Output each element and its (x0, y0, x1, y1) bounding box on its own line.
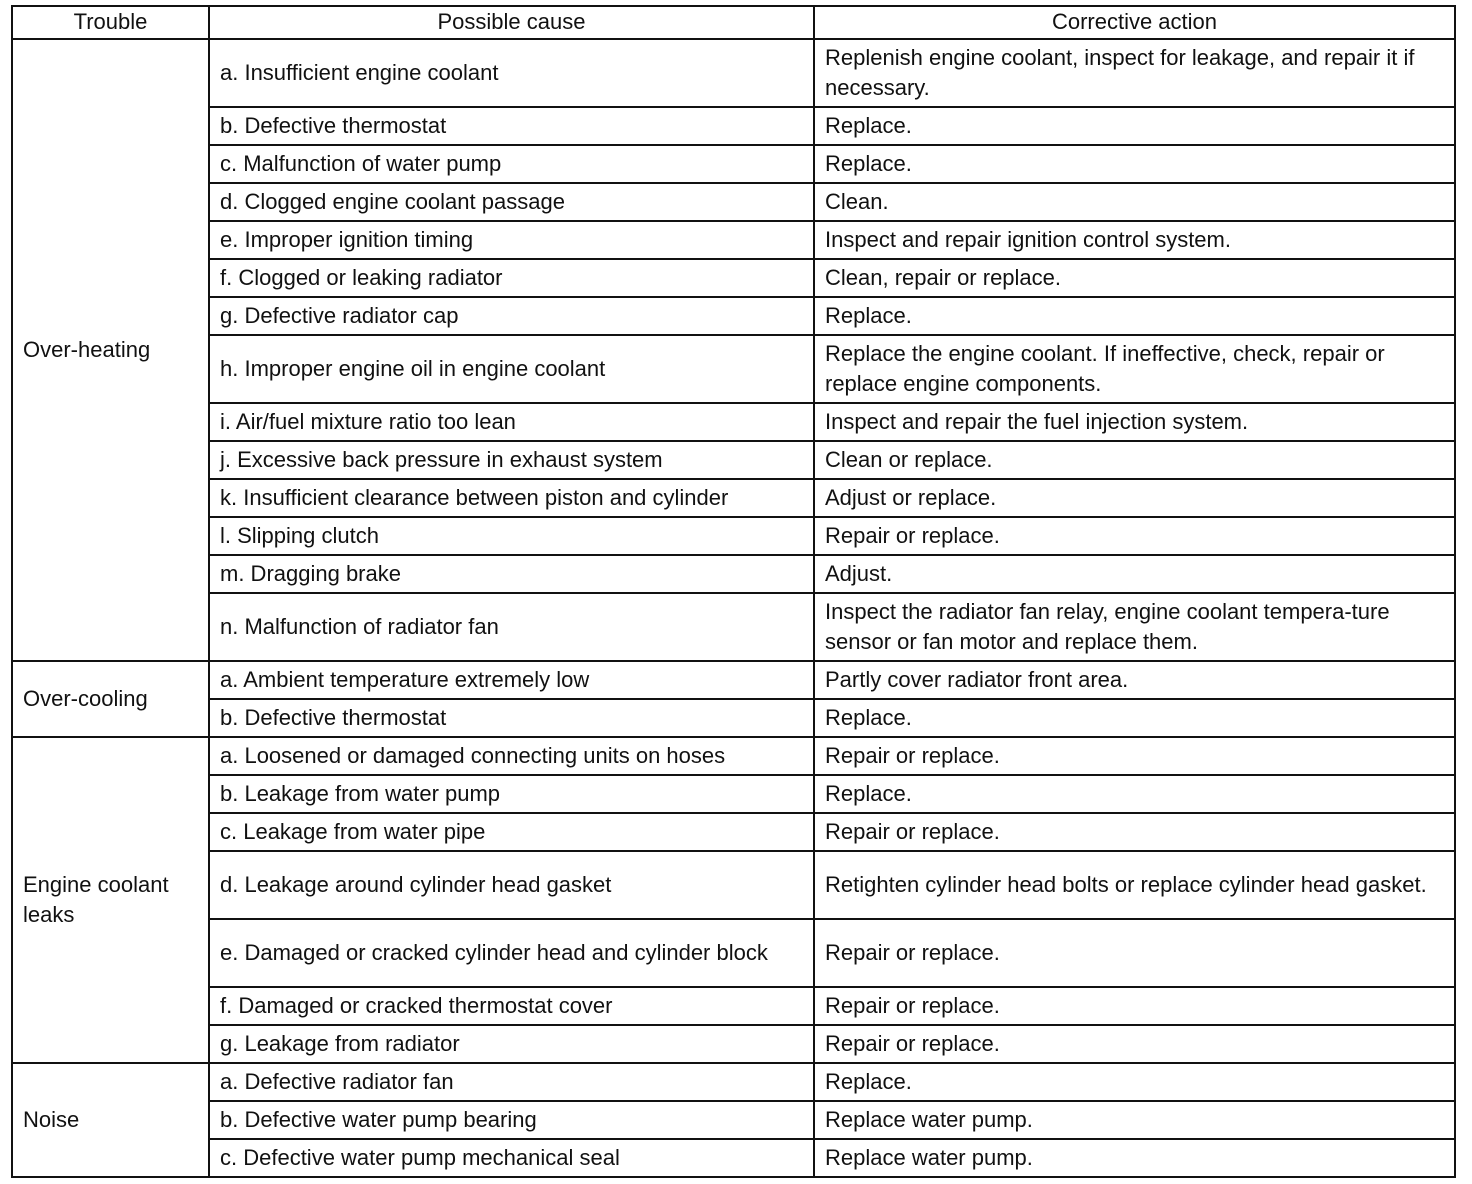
header-trouble: Trouble (12, 6, 209, 39)
cause-cell: c. Leakage from water pipe (209, 813, 814, 851)
cause-cell: f. Damaged or cracked thermostat cover (209, 987, 814, 1025)
table-row (12, 441, 1455, 479)
cause-cell: c. Defective water pump mechanical seal (209, 1139, 814, 1177)
cause-cell: b. Defective thermostat (209, 107, 814, 145)
action-cell: Repair or replace. (814, 1025, 1455, 1063)
table-row (12, 335, 1455, 403)
action-cell: Adjust. (814, 555, 1455, 593)
table-row (12, 1139, 1455, 1177)
action-cell: Inspect and repair ignition control system. (814, 221, 1455, 259)
table-row (12, 259, 1455, 297)
table-row (12, 987, 1455, 1025)
table-row (12, 403, 1455, 441)
cause-cell: g. Defective radiator cap (209, 297, 814, 335)
action-cell: Replace. (814, 107, 1455, 145)
cause-cell: d. Leakage around cylinder head gasket (209, 851, 814, 919)
action-cell: Clean. (814, 183, 1455, 221)
table-row (12, 661, 1455, 699)
cause-cell: e. Improper ignition timing (209, 221, 814, 259)
action-cell: Replace the engine coolant. If ineffective, check, repair or replace engine components. (814, 335, 1455, 403)
cause-cell: b. Defective water pump bearing (209, 1101, 814, 1139)
table-body (12, 39, 1455, 1177)
action-cell: Repair or replace. (814, 813, 1455, 851)
cause-cell: b. Defective thermostat (209, 699, 814, 737)
action-cell: Repair or replace. (814, 737, 1455, 775)
action-cell: Replace water pump. (814, 1139, 1455, 1177)
action-cell: Replenish engine coolant, inspect for leakage, and repair it if necessary. (814, 39, 1455, 107)
cause-cell: a. Defective radiator fan (209, 1063, 814, 1101)
table-row (12, 775, 1455, 813)
cause-cell: a. Loosened or damaged connecting units on hoses (209, 737, 814, 775)
cause-cell: l. Slipping clutch (209, 517, 814, 555)
table-row (12, 1025, 1455, 1063)
table-row (12, 851, 1455, 919)
table-row (12, 1063, 1455, 1101)
table-row (12, 699, 1455, 737)
table-header (12, 6, 1455, 39)
cause-cell: i. Air/fuel mixture ratio too lean (209, 403, 814, 441)
cause-cell: f. Clogged or leaking radiator (209, 259, 814, 297)
cause-cell: a. Ambient temperature extremely low (209, 661, 814, 699)
header-possible-cause: Possible cause (209, 6, 814, 39)
cause-cell: n. Malfunction of radiator fan (209, 593, 814, 661)
cause-cell: e. Damaged or cracked cylinder head and cylinder block (209, 919, 814, 987)
cause-cell: m. Dragging brake (209, 555, 814, 593)
action-cell: Replace. (814, 297, 1455, 335)
table-row (12, 813, 1455, 851)
trouble-cell: Over-cooling (12, 661, 209, 737)
table-row (12, 183, 1455, 221)
table-row (12, 221, 1455, 259)
action-cell: Replace. (814, 145, 1455, 183)
cause-cell: h. Improper engine oil in engine coolant (209, 335, 814, 403)
action-cell: Replace water pump. (814, 1101, 1455, 1139)
troubleshooting-table (11, 5, 1456, 1178)
action-cell: Retighten cylinder head bolts or replace cylinder head gasket. (814, 851, 1455, 919)
action-cell: Clean, repair or replace. (814, 259, 1455, 297)
action-cell: Replace. (814, 775, 1455, 813)
action-cell: Repair or replace. (814, 987, 1455, 1025)
header-row (12, 6, 1455, 39)
trouble-cell: Over-heating (12, 39, 209, 661)
cause-cell: j. Excessive back pressure in exhaust system (209, 441, 814, 479)
table-row (12, 107, 1455, 145)
table-row (12, 555, 1455, 593)
cause-cell: k. Insufficient clearance between piston and cylinder (209, 479, 814, 517)
action-cell: Replace. (814, 1063, 1455, 1101)
action-cell: Repair or replace. (814, 919, 1455, 987)
trouble-cell: Noise (12, 1063, 209, 1177)
table-row (12, 479, 1455, 517)
action-cell: Adjust or replace. (814, 479, 1455, 517)
table-row (12, 39, 1455, 107)
action-cell: Inspect the radiator fan relay, engine coolant tempera-ture sensor or fan motor and replace them. (814, 593, 1455, 661)
cause-cell: g. Leakage from radiator (209, 1025, 814, 1063)
table-row (12, 737, 1455, 775)
table-row (12, 1101, 1455, 1139)
table-row (12, 297, 1455, 335)
action-cell: Inspect and repair the fuel injection system. (814, 403, 1455, 441)
trouble-cell: Engine coolant leaks (12, 737, 209, 1063)
cause-cell: d. Clogged engine coolant passage (209, 183, 814, 221)
cause-cell: c. Malfunction of water pump (209, 145, 814, 183)
action-cell: Replace. (814, 699, 1455, 737)
cause-cell: a. Insufficient engine coolant (209, 39, 814, 107)
table-row (12, 517, 1455, 555)
troubleshooting-table-container (11, 5, 1454, 1178)
table-row (12, 919, 1455, 987)
action-cell: Repair or replace. (814, 517, 1455, 555)
table-row (12, 145, 1455, 183)
header-corrective-action: Corrective action (814, 6, 1455, 39)
table-row (12, 593, 1455, 661)
action-cell: Partly cover radiator front area. (814, 661, 1455, 699)
cause-cell: b. Leakage from water pump (209, 775, 814, 813)
action-cell: Clean or replace. (814, 441, 1455, 479)
